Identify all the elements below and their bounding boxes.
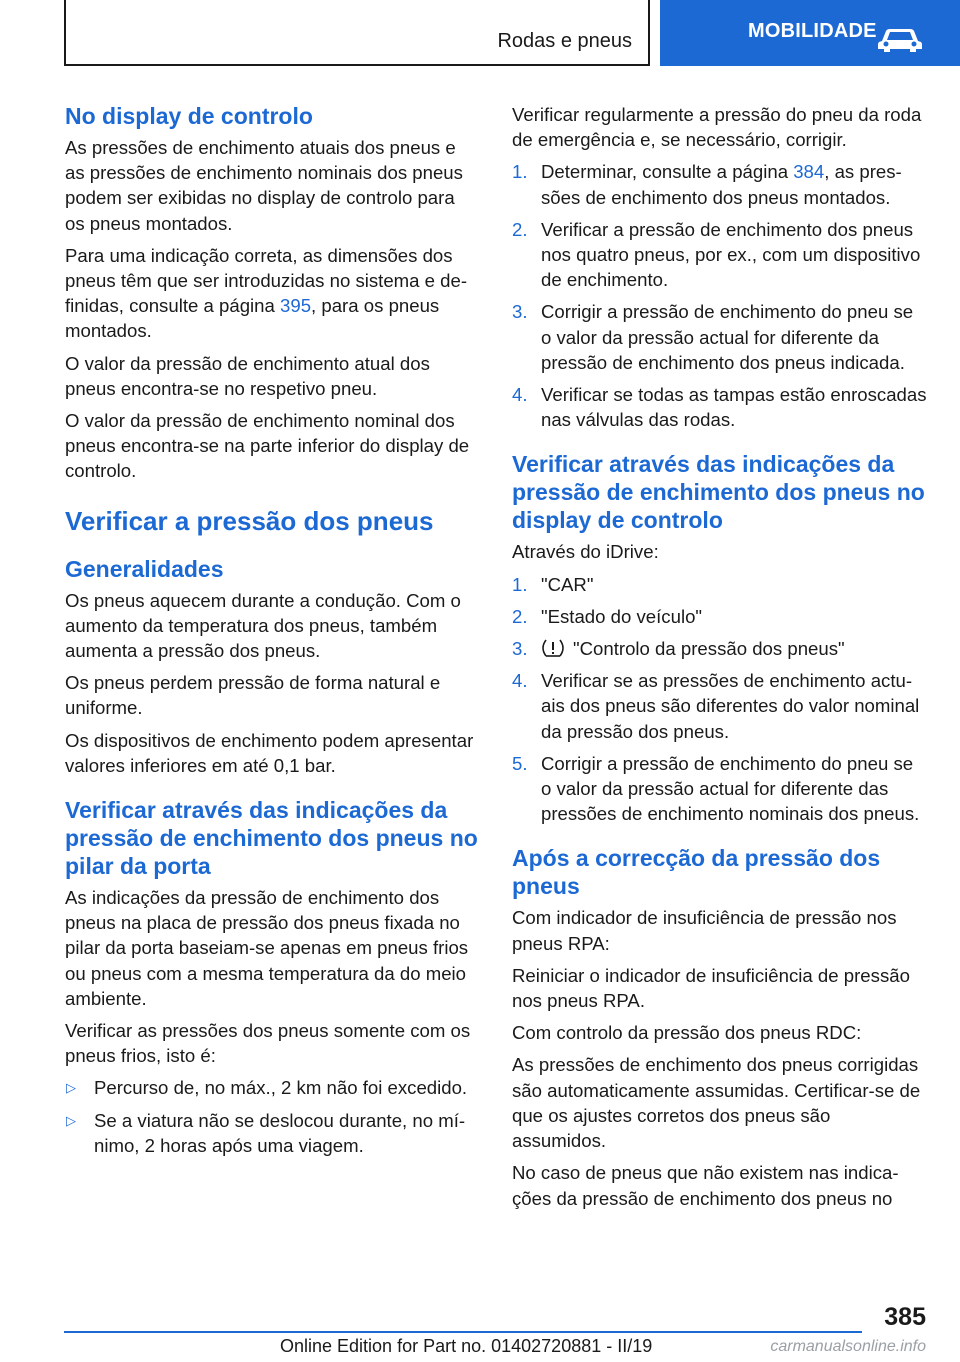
paragraph: No caso de pneus que não existem nas indicações da pressão de enchimento dos pneus no: [512, 1162, 899, 1209]
paragraph: As indicações da pressão de enchimento dos pneus na placa de pressão dos pneus fixada no pilar da porta baseiam-se apenas em pneus frios ou pneus com a mesma temperatura da do meio ambiente.: [65, 887, 469, 1009]
page-header: [64, 0, 960, 66]
chapter-tab: [660, 0, 960, 66]
paragraph: O valor da pressão de enchimento atual dos pneus encontra-se no respetivo pneu.: [65, 352, 430, 399]
paragraph: Os dispositivos de enchimento podem apresentar valores inferiores em até 0,1 bar.: [65, 729, 474, 776]
list-item: 5. Corrigir a pressão de enchimento do pneu se o valor da pressão actual for diferente das pressões de enchimento nominais dos pneus.: [512, 752, 920, 825]
heading-display-check: Verificar através das indicações da pressão de enchimento dos pneus no display de controlo: [512, 451, 925, 534]
header-section-box: [64, 0, 650, 66]
paragraph: As pressões de enchimento atuais dos pneus e as pressões de enchimento nominais dos pneus podem ser exibidas no display de controlo para os pneus montados.: [65, 137, 463, 234]
heading-door-pillar: Verificar através das indicações da pressão de enchimento dos pneus no pilar da porta: [65, 797, 478, 880]
car-icon: [876, 27, 924, 53]
list-item: 3. "Controlo da pressão dos pneus": [512, 638, 845, 660]
heading-after-correction: Após a correcção da pressão dos pneus: [512, 845, 881, 900]
left-column: [65, 102, 479, 1165]
heading-control-display: No display de controlo: [65, 103, 313, 129]
steps-list-manual: [512, 159, 928, 432]
paragraph: Os pneus perdem pressão de forma natural e uniforme.: [65, 672, 441, 719]
watermark: carmanualsonline.info: [770, 1338, 926, 1355]
paragraph: O valor da pressão de enchimento nominal dos pneus encontra-se na parte inferior do display de controlo.: [65, 410, 470, 482]
list-item: 2. Verificar a pressão de enchimento dos pneus nos quatro pneus, por ex., com um dispositivo de enchimento.: [512, 218, 921, 291]
heading-check-pressure: Verificar a pressão dos pneus: [65, 505, 434, 536]
footer-divider: [64, 1331, 862, 1333]
right-column: [512, 102, 928, 1218]
page-link[interactable]: 395: [280, 295, 312, 317]
paragraph: Para uma indicação correta, as dimensões dos pneus têm que ser introduzidas no sistema e definidas, consulte a página 395, para os pneus montados.: [65, 244, 468, 342]
page-link[interactable]: 384: [793, 161, 825, 183]
list-item: ▷ Se a viatura não se deslocou durante, no mínimo, 2 horas após uma viagem.: [66, 1109, 466, 1156]
edition-text: Online Edition for Part no. 01402720881 - II/19: [280, 1336, 653, 1356]
chapter-tab-label: MOBILIDADE: [748, 19, 877, 42]
paragraph: Com controlo da pressão dos pneus RDC:: [512, 1022, 862, 1044]
list-item: 2. "Estado do veículo": [512, 605, 703, 627]
list-item: ▷ Percurso de, no máx., 2 km não foi excedido.: [65, 1075, 479, 1100]
bullet-list: [65, 1075, 479, 1158]
tire-pressure-warning-icon: [541, 638, 565, 658]
paragraph: Com indicador de insuficiência de pressão nos pneus RPA:: [512, 907, 897, 954]
list-item: 4. Verificar se todas as tampas estão enroscadas nas válvulas das rodas.: [512, 384, 927, 431]
paragraph: As pressões de enchimento dos pneus corrigidas são automaticamente assumidas. Certificar-se de que os ajustes corretos dos pneus são assumidos.: [512, 1054, 921, 1152]
triangle-bullet-icon: ▷: [66, 1112, 76, 1128]
paragraph: Reiniciar o indicador de insuficiência de pressão nos pneus RPA.: [512, 964, 910, 1012]
paragraph: Verificar regularmente a pressão do pneu da roda de emergência e, se necessário, corrigir.: [512, 104, 922, 151]
paragraph: Através do iDrive:: [512, 541, 659, 563]
heading-general: Generalidades: [65, 555, 224, 582]
triangle-bullet-icon: ▷: [66, 1080, 76, 1096]
page-number: 385: [884, 1303, 926, 1331]
list-item: 3. Corrigir a pressão de enchimento do pneu se o valor da pressão actual for diferente da pressão de enchimento dos pneus indicada.: [512, 301, 914, 373]
list-item: 1. "CAR": [512, 573, 594, 595]
paragraph: Os pneus aquecem durante a condução. Com o aumento da temperatura dos pneus, também aumenta a pressão dos pneus.: [65, 589, 461, 662]
list-item: 4. Verificar se as pressões de enchimento actuais dos pneus são diferentes do valor nominal da pressão dos pneus.: [512, 670, 920, 742]
steps-list-idrive: [512, 572, 928, 827]
section-title: Rodas e pneus: [497, 30, 632, 52]
list-item: 1. Determinar, consulte a página 384, as pressões de enchimento dos pneus montados.: [512, 161, 902, 208]
paragraph: Verificar as pressões dos pneus somente com os pneus frios, isto é:: [65, 1020, 471, 1067]
